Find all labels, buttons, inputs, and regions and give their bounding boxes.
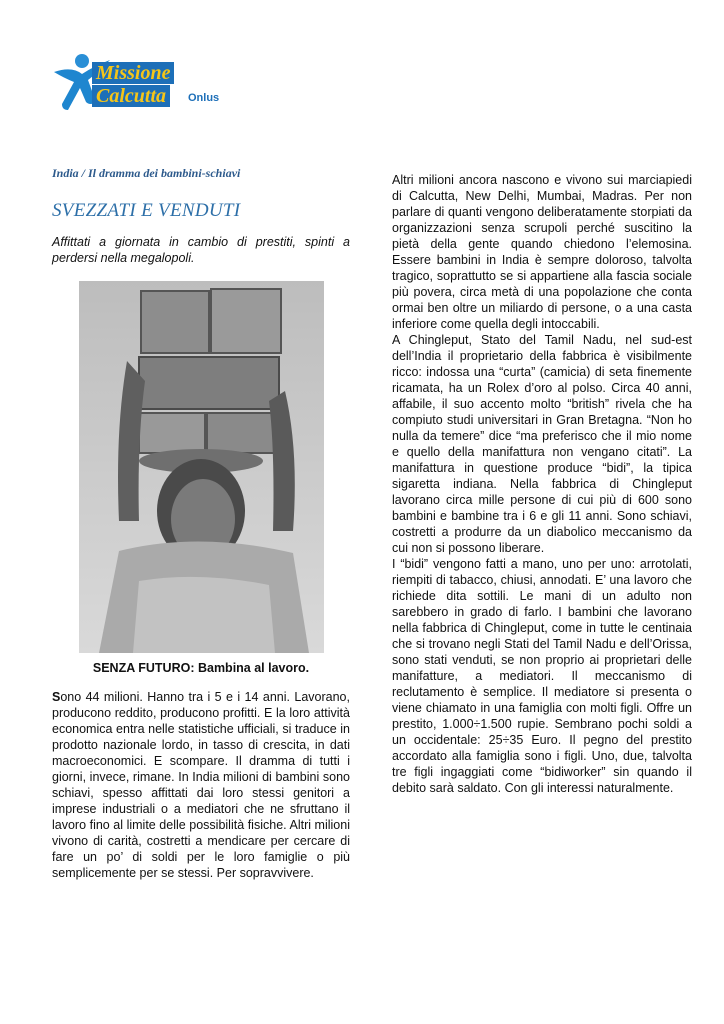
initial-letter: S xyxy=(52,690,61,704)
article-body-left xyxy=(52,689,350,881)
article-kicker: India / Il dramma dei bambini-schiavi xyxy=(52,166,241,180)
article-headline: SVEZZATI E VENDUTI xyxy=(52,200,241,221)
right-paragraph: I “bidi” vengono fatti a mano, uno per uno: arrotolati, riempiti di tabacco, chiusi, annodati. E’ una lavoro che richiede dita sottili. Le mani di un adulto non sarebbero in grado di farlo. I bambini che lavorano nella fabbrica di Chingleput, come in tutte le centinaia che si trovano negli Stati del Tamil Nadu e dell’Orissa, sono stati venduti, se non proprio ai proprietari delle manifatture, a mediatori. Il meccanismo di reclutamento è semplice. Il mediatore si presenta o viene chiamato in una famiglia con molti figli. Offre un prestito, 1.000÷1.500 rupie. Sembrano pochi soldi a un occidentale: 25÷35 Euro. Il pegno del prestito accordato alla famiglia sono i figli. Uno, due, talvolta tre figli ingaggiati come “bidiworker” sin quando il debito sarà saldato. Con gli interessi naturalmente. xyxy=(392,557,692,795)
left-paragraph xyxy=(52,689,350,881)
left-paragraph-text: ono 44 milioni. Hanno tra i 5 e i 14 anni. Lavorano, producono reddito, producono profitti. E la loro attività economica entra nelle statistiche ufficiali, si traduce in prodotto nazionale lordo, in tasso di crescita, in dati macroeconomici. E scompare. Il dramma di tutti i giorni, invece, rimane. In India milioni di bambini sono schiavi, spesso affittati dai loro stessi genitori a imprese industriali o a mediatori che ne sfruttano il lavoro fino al limite delle possibilità fisiche. Altri milioni vivono di carità, costretti a mendicare per cercare di fare un po’ di soldi per le loro famiglie o più semplicemente per se stessi. Per sopravvivere. xyxy=(52,690,350,880)
article-body-right xyxy=(392,172,692,796)
right-paragraph: Altri milioni ancora nascono e vivono sui marciapiedi di Calcutta, New Delhi, Mumbai, Madras. Per non parlare di quanti vengono deliberatamente storpiati da organizzazioni senza scrupoli perché suscitino la pietà della gente quando chiedono l’elemosina. Essere bambini in India è sempre doloroso, talvolta tragico, soprattutto se si appartiene alla fascia sociale più povera, circa metà di una popolazione che conta ormai ben oltre un miliardo di persone, o a una casta inferiore come quella degli intoccabili. xyxy=(392,173,692,331)
logo-word-calcutta: Calcutta xyxy=(92,85,170,107)
right-paragraph: A Chingleput, Stato del Tamil Nadu, nel sud-est dell’India il proprietario della fabbrica è visibilmente ricco: indossa una “curta” (camicia) di seta finemente ricamata, ha un Rolex d’oro al polso. Circa 40 anni, affabile, il suo accento molto “british” rivela che ha compiuto studi universitari in Gran Bretagna. “Non ho nulla da temere” dice “ma preferisco che il mio nome e quello della manifattura non vengano citati”. La manifattura in questione produce “bidi”, la tipica sigaretta indiana. Nella fabbrica di Chingleput lavorano circa mille persone di cui più di 600 sono bambini e bambine tra i 6 e gli 11 anni. Sono schiavi, costretti a produrre da un diabolico meccanismo da cui non si possono liberare. xyxy=(392,333,692,555)
child-carrying-bricks-photo xyxy=(79,281,324,653)
missione-calcutta-logo xyxy=(52,52,232,116)
photo-caption: SENZA FUTURO: Bambina al lavoro. xyxy=(92,661,310,675)
logo-onlus: Onlus xyxy=(188,92,220,104)
logo-word-missione: Missione xyxy=(92,62,174,84)
article-subhead: Affittati a giornata in cambio di prestiti, spinti a perdersi nella megalopoli. xyxy=(52,235,350,265)
